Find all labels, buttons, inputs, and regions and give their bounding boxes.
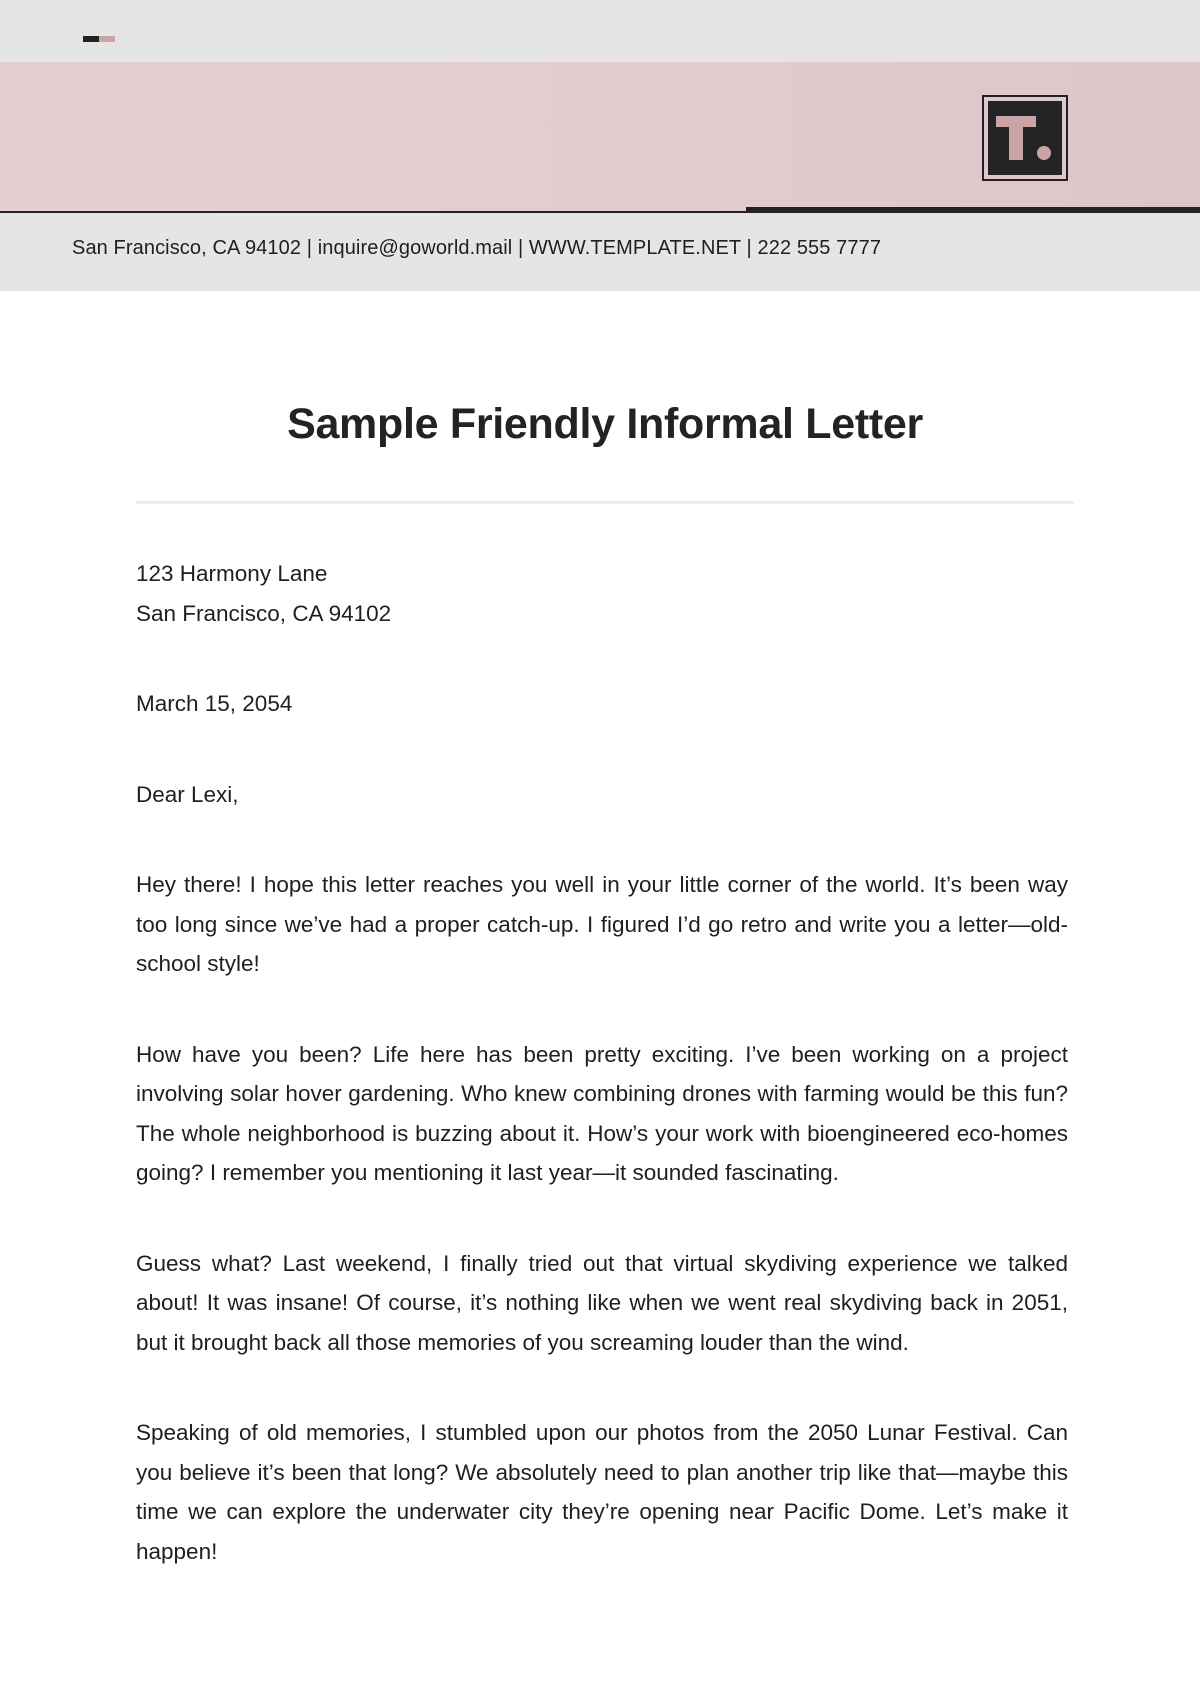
title-divider bbox=[136, 501, 1074, 504]
letter-paragraph-3: Guess what? Last weekend, I finally tried out that virtual skydiving experience we talked about! It was insane! Of course, it’s nothing like when we went real skydiving back in 2051, but it brought back all those memories of you screaming louder than the wind. bbox=[136, 1250, 1068, 1355]
logo-badge bbox=[988, 101, 1062, 175]
header-accent-bars bbox=[83, 36, 115, 42]
letter-paragraph-1: Hey there! I hope this letter reaches you well in your little corner of the world. It’s been way too long since we’ve had a proper catch-up. I figured I’d go retro and write you a letter—old-school style! bbox=[136, 872, 1068, 976]
letter-content bbox=[136, 554, 1068, 1622]
address-line-1: 123 Harmony Lane bbox=[136, 561, 328, 586]
header-divider-accent-thick bbox=[746, 207, 1200, 212]
accent-bar-pink bbox=[99, 36, 115, 42]
letter-title: Sample Friendly Informal Letter bbox=[287, 400, 923, 448]
header-top-strip bbox=[0, 0, 1200, 62]
letter-paragraph-4: Speaking of old memories, I stumbled upon our photos from the 2050 Lunar Festival. Can you believe it’s been that long? We absolutely need to plan another trip like that—maybe this time we can explore the underwater city they’re opening near Pacific Dome. Let’s make it happen! bbox=[136, 1420, 1068, 1564]
letter-paragraph-2: How have you been? Life here has been pretty exciting. I’ve been working on a project involving solar hover gardening. Who knew combining drones with farming would be this fun? The whole neighborhood is buzzing about it. How’s your work with bioengineered eco-homes going? I remember you mentioning it last year—it sounded fascinating. bbox=[136, 1041, 1068, 1185]
accent-bar-dark bbox=[83, 36, 99, 42]
sender-address bbox=[136, 554, 1068, 633]
logo-letter-t-icon bbox=[994, 112, 1056, 164]
letter-salutation: Dear Lexi, bbox=[136, 781, 239, 807]
company-logo bbox=[982, 95, 1068, 181]
address-line-2: San Francisco, CA 94102 bbox=[136, 600, 392, 626]
letter-date: March 15, 2054 bbox=[136, 691, 293, 716]
contact-info: San Francisco, CA 94102 | inquire@goworld.mail | WWW.TEMPLATE.NET | 222 555 7777 bbox=[72, 237, 882, 259]
